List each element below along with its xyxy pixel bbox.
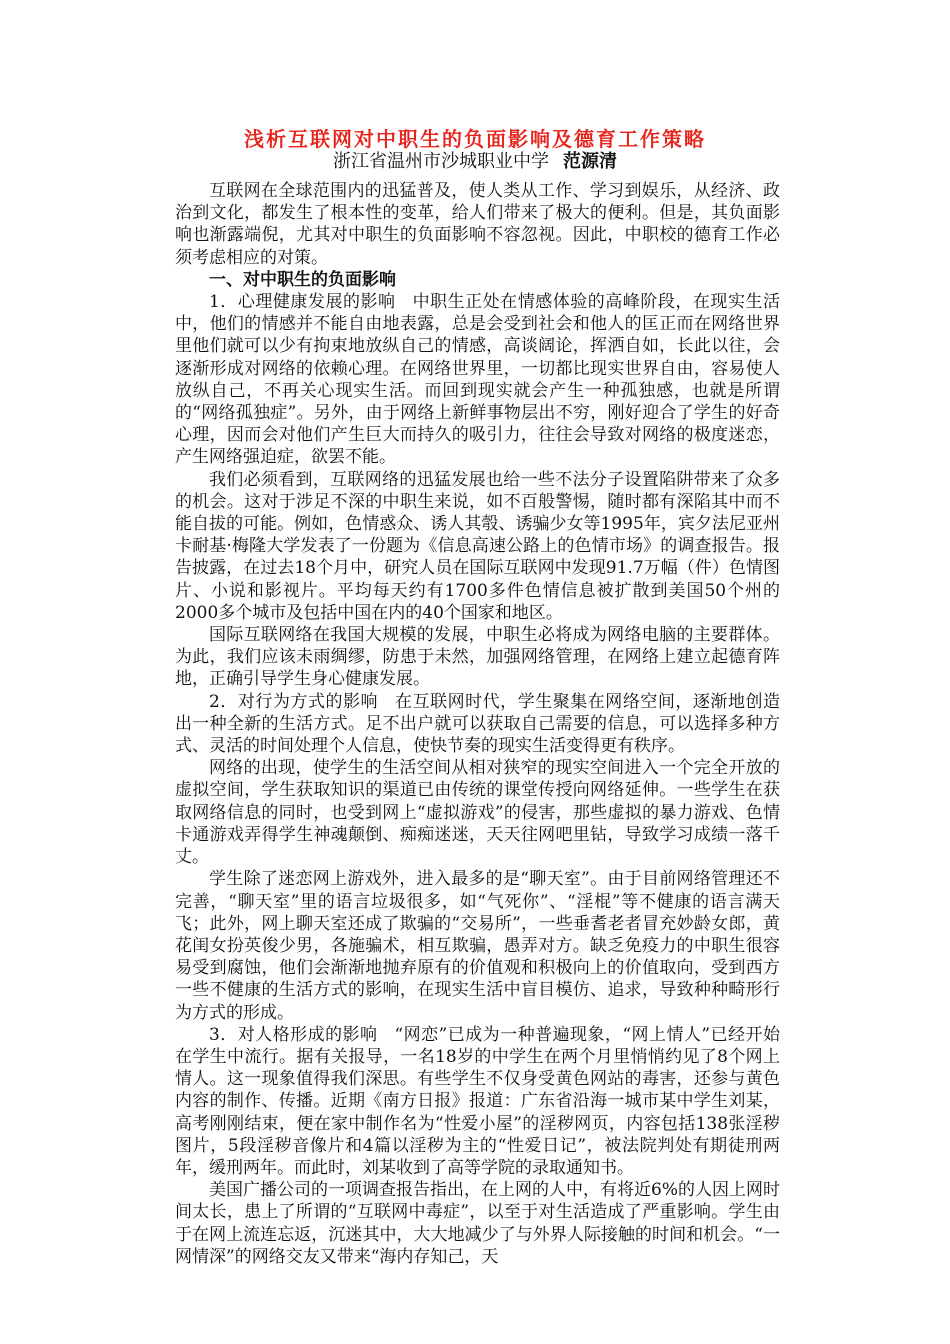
paragraph: 美国广播公司的一项调查报告指出，在上网的人中，有将近6%的人因上网时间太长，患上了所谓的“互联网中毒症”，以至于对生活造成了严重影响。学生由于在网上流连忘返，沉迷其中，大大地减少了与外界人际接触的时间和机会。“一网情深”的网络交友又带来“海内存知己，天 [175, 1180, 780, 1267]
paragraph-text: 在互联网时代，学生聚集在网络空间，逐渐地创造出一种全新的生活方式。足不出户就可以获取自己需要的信息，可以选择多种方式、灵活的时间处理个人信息，使快节奏的现实生活变得更有秩序。 [175, 691, 781, 757]
paragraph [175, 291, 780, 469]
subsection-heading: 2．对行为方式的影响 [209, 691, 379, 712]
subsection-heading: 3．对人格形成的影响 [209, 1024, 378, 1045]
author: 范源清 [563, 151, 617, 172]
paragraph [175, 691, 780, 758]
document-title: 浅析互联网对中职生的负面影响及德育工作策略 [244, 127, 706, 151]
paragraph: 互联网在全球范围内的迅猛普及，使人类从工作、学习到娱乐，从经济、政治到文化，都发生了根本性的变革，给人们带来了极大的便利。但是，其负面影响也渐露端倪，尤其对中职生的负面影响不容忽视。因此，中职校的德育工作必须考虑相应的对策。 [175, 181, 780, 268]
byline [175, 150, 775, 174]
paragraph: 国际互联网络在我国大规模的发展，中职生必将成为网络电脑的主要群体。为此，我们应该未雨绸缪，防患于未然，加强网络管理，在网络上建立起德育阵地，正确引导学生身心健康发展。 [175, 625, 780, 690]
institution: 浙江省温州市沙城职业中学 [333, 151, 549, 172]
paragraph [175, 1024, 780, 1179]
section-heading: 一、对中职生的负面影响 [209, 269, 396, 290]
paragraph-text: 中职生正处在情感体验的高峰阶段，在现实生活中，他们的情感并不能自由地表露，总是会受到社会和他人的匡正而在网络世界里他们就可以少有拘束地放纵自己的情感，高谈阔论，挥洒自如，长此以往，会逐渐形成对网络的依赖心理。在网络世界里，一切都比现实世界自由，容易使人放纵自己，不再关心现实生活。而回到现实就会产生一种孤独感，也就是所谓的“网络孤独症”。另外，由于网络上新鲜事物层出不穷，刚好迎合了学生的好奇心理，因而会对他们产生巨大而持久的吸引力，往往会导致对网络的极度迷恋，产生网络强迫症，欲罢不能。 [175, 292, 780, 468]
subsection-heading: 1．心理健康发展的影响 [209, 292, 396, 313]
paragraph: 学生除了迷恋网上游戏外，进入最多的是“聊天室”。由于目前网络管理还不完善，“聊天室”里的语言垃圾很多，如“气死你”、“淫棍”等不健康的语言满天飞；此外，网上聊天室还成了欺骗的“交易所”，一些垂耆老者冒充妙龄女郎，黄花闺女扮英俊少男，各施骗术，相互欺骗，愚弄对方。缺乏免疫力的中职生很容易受到腐蚀，他们会渐渐地抛弃原有的价值观和积极向上的价值取向，受到西方一些不健康的生活方式的影响，在现实生活中盲目模仿、追求，导致种种畸形行为方式的形成。 [175, 869, 780, 1023]
paragraph-text: “网恋”已成为一种普遍现象，“网上情人”已经开始在学生中流行。据有关报导，一名18岁的中学生在两个月里悄悄约见了8个网上情人。这一现象值得我们深思。有些学生不仅身受黄色网站的毒害，还参与黄色内容的制作、传播。近期《南方日报》报道：广东省沿海一城市某中学生刘某，高考刚刚结束，便在家中制作名为“性爱小屋”的淫秽网页，内容包括138张淫秽图片，5段淫秽音像片和4篇以淫秽为主的“性爱日记”，被法院判处有期徒刑两年，缓刑两年。而此时，刘某收到了高等学院的录取通知书。 [175, 1024, 780, 1178]
paragraph: 网络的出现，使学生的生活空间从相对狭窄的现实空间进入一个完全开放的虚拟空间，学生获取知识的渠道已由传统的课堂传授向网络延伸。一些学生在获取网络信息的同时，也受到网上“虚拟游戏”的侵害，那些虚拟的暴力游戏、色情卡通游戏弄得学生神魂颠倒、痴痴迷迷，天天往网吧里钻，导致学习成绩一落千丈。 [175, 758, 780, 868]
paragraph: 我们必须看到，互联网络的迅猛发展也给一些不法分子设置陷阱带来了众多的机会。这对于涉足不深的中职生来说，如不百般警惕，随时都有深陷其中而不能自拔的可能。例如，色情惑众、诱人其彀、诱骗少女等1995年，宾夕法尼亚州卡耐基·梅隆大学发表了一份题为《信息高速公路上的色情市场》的调查报告。报告披露，在过去18个月中，研究人员在国际互联网中发现91.7万幅（件）色情图片、小说和影视片。平均每天约有1700多件色情信息被扩散到美国50个州的2000多个城市及包括中国在内的40个国家和地区。 [175, 469, 780, 623]
article-body [175, 180, 780, 1268]
